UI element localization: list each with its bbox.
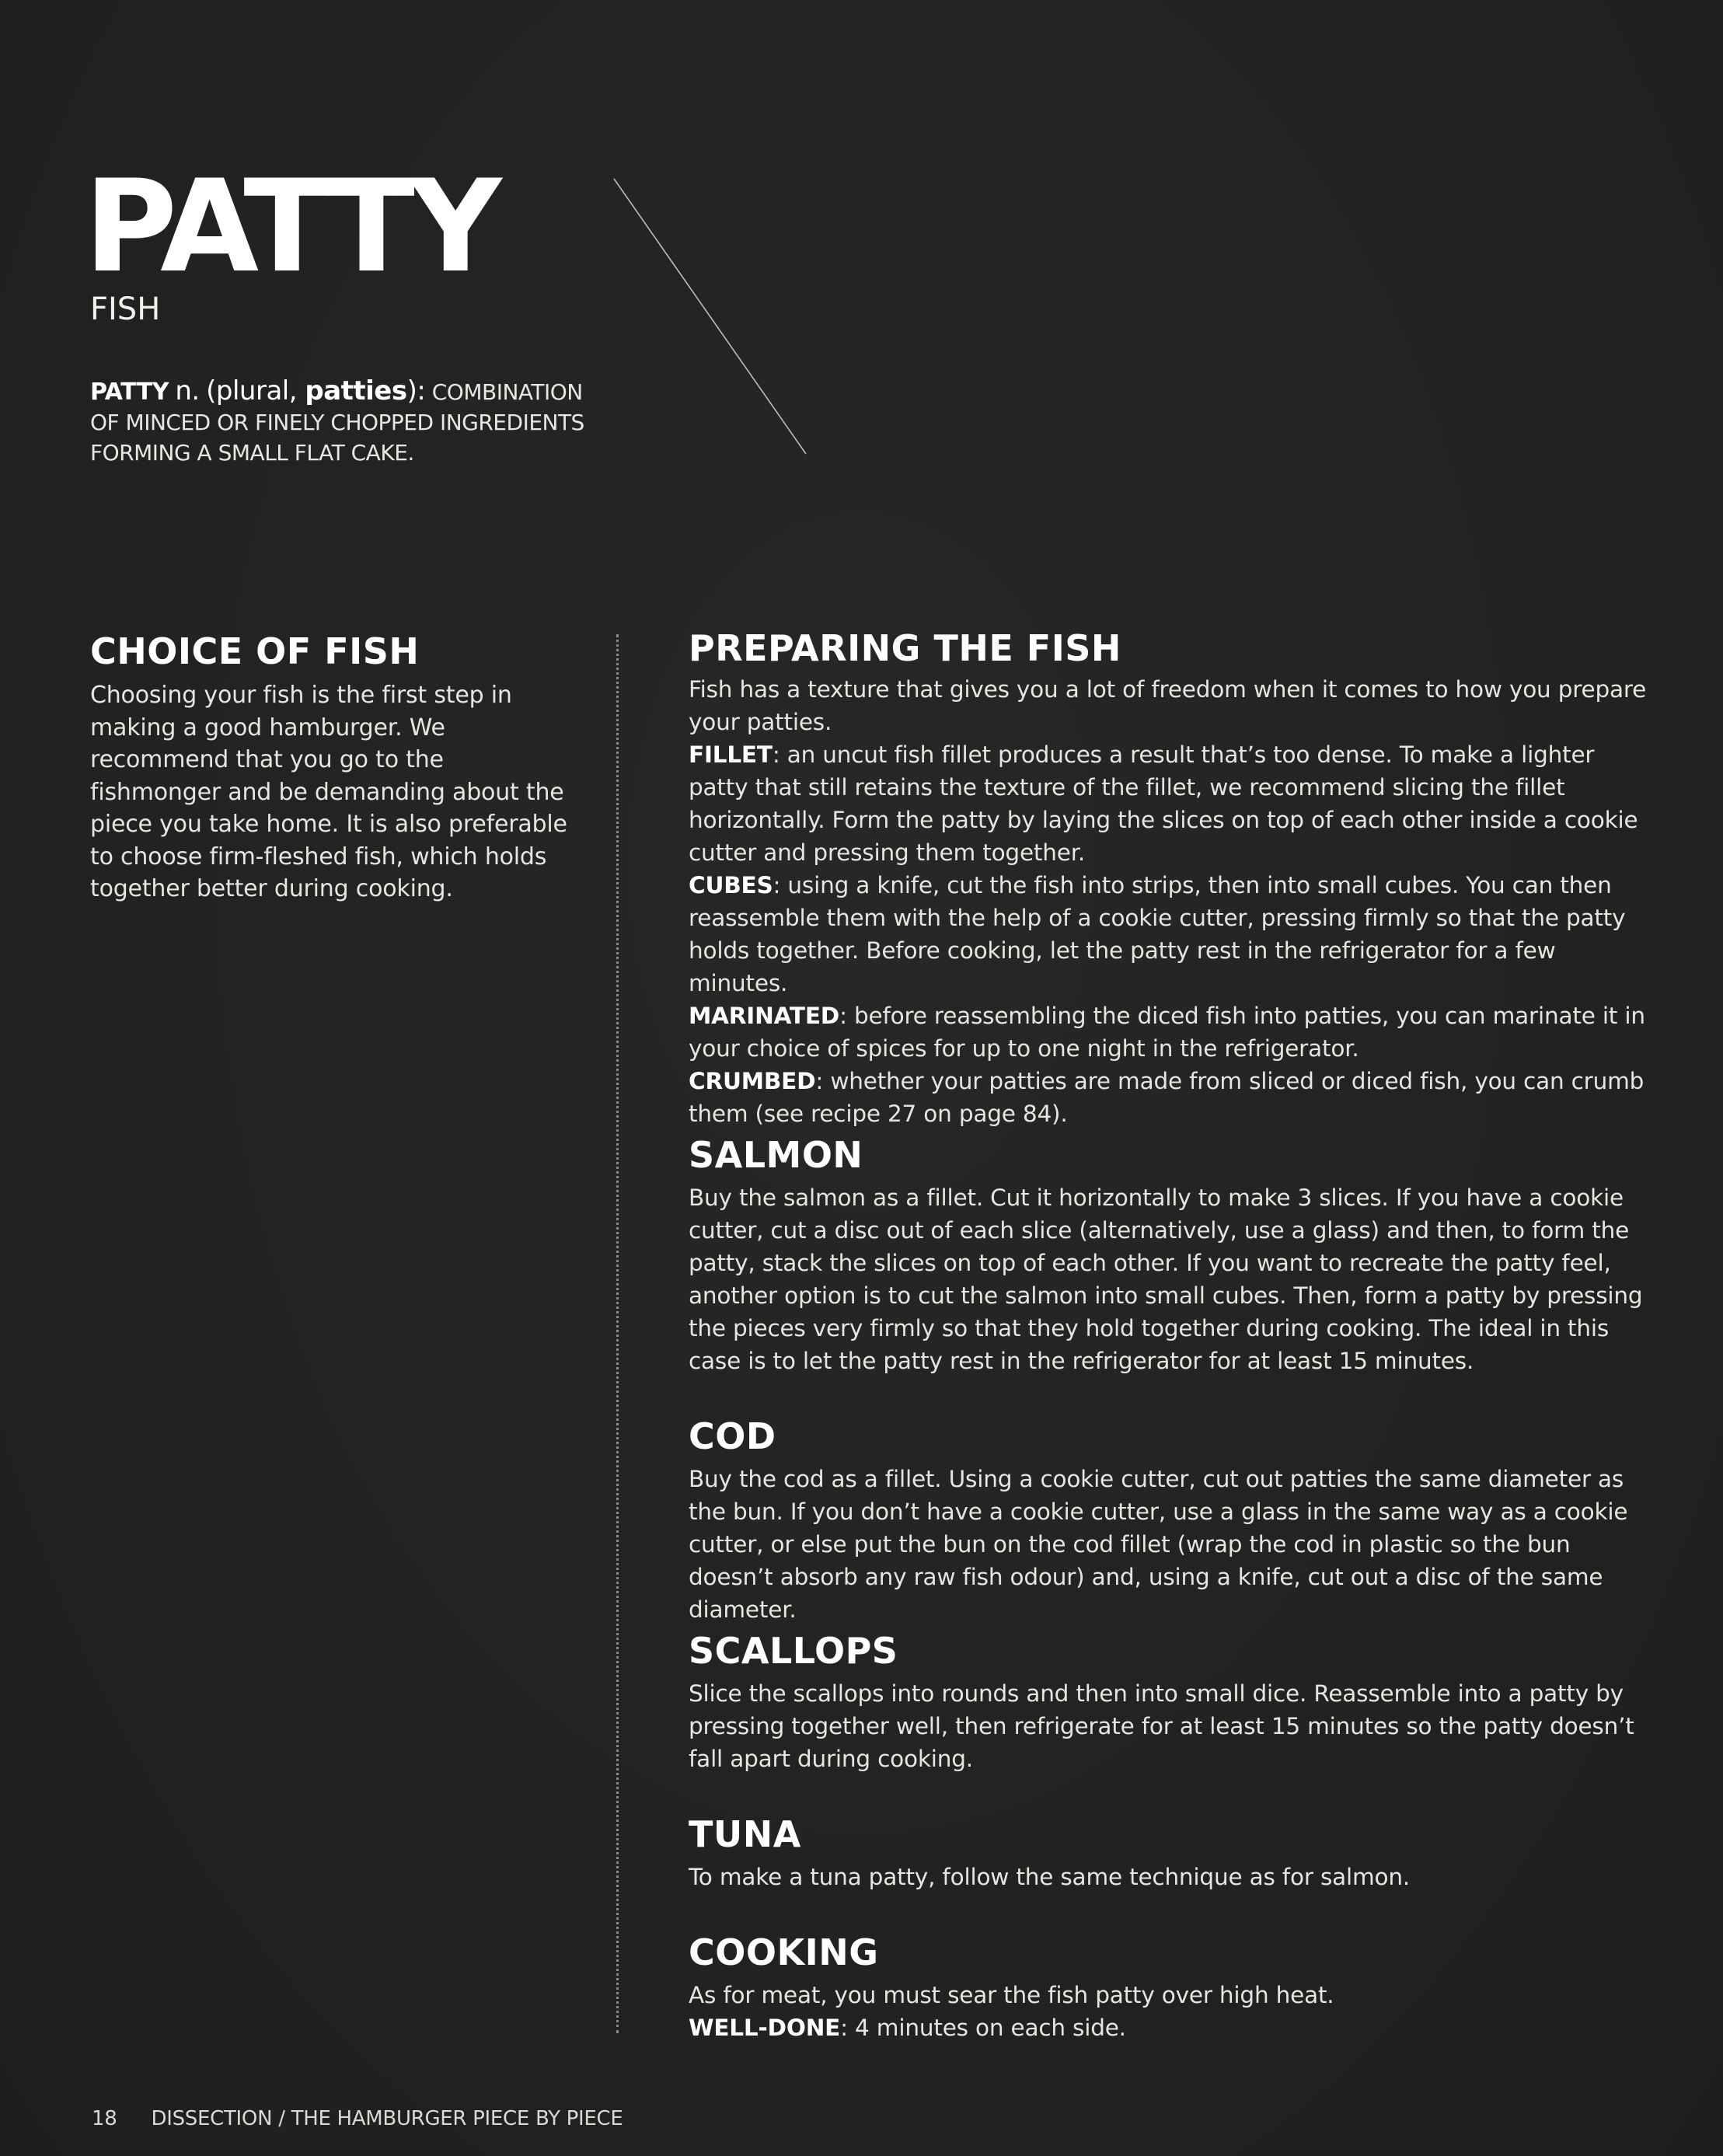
preparing-entry-fillet [689,738,1652,869]
section-scallops [689,1627,1652,1775]
cooking-entry-well-done [689,2011,1652,2044]
left-column [90,628,572,905]
cod-body: Buy the cod as a fillet. Using a cookie cutter, cut out patties the same diameter as the bun. If you don’t have a cookie cutter, use a glass in the same way as a cookie cutter, or else put the bun on the cod fillet (wrap the cod in plastic so the bun doesn’t absorb any raw fish odour) and, using a knife, cut out a disc of the same diameter. [689,1466,1628,1623]
section-cooking [689,1929,1652,2044]
entry-text: : 4 minutes on each side. [840,2015,1126,2041]
salmon-heading: SALMON [689,1134,863,1176]
cooking-body: As for meat, you must sear the fish patty over high heat. [689,1982,1334,2008]
entry-text: : before reassembling the diced fish into patties, you can marinate it in your choice of spices for up to one night in the refrigerator. [689,1003,1645,1062]
definition-plural-word: patties [305,375,407,406]
choice-of-fish-body: Choosing your fish is the first step in making a good hamburger. We recommend that you go to the fishmonger and be demanding about the piece you take home. It is also preferable to choose firm-fleshed fish, which holds together better during cooking. [90,682,567,902]
preparing-intro: Fish has a texture that gives you a lot of freedom when it comes to how you prepare your patties. [689,676,1647,735]
definition-text: COMBINATION OF MINCED OR FINELY CHOPPED INGREDIENTS FORMING A SMALL FLAT CAKE. [90,379,584,466]
scallops-body: Slice the scallops into rounds and then into small dice. Reassemble into a patty by pressing together well, then refrigerate for at least 15 minutes so the patty doesn’t fall apart during cooking. [689,1680,1634,1772]
entry-text: : an uncut fish fillet produces a result that’s too dense. To make a lighter patty that still retains the texture of the fillet, we recommend slicing the fillet horizontally. Form the patty by laying the slices on top of each other inside a cookie cutter and pressing them together. [689,741,1638,866]
page-footer [92,2106,623,2131]
preparing-heading: PREPARING THE FISH [689,627,1121,669]
entry-label: FILLET [689,741,773,768]
entry-label: CUBES [689,872,773,898]
preparing-entry-crumbed [689,1065,1652,1130]
entry-label: CRUMBED [689,1068,816,1094]
section-preparing-the-fish [689,625,1652,1130]
preparing-entry-cubes [689,869,1652,1000]
definition-plural-close: ): [406,375,426,406]
page-number: 18 [92,2107,117,2130]
entry-label: MARINATED [689,1003,840,1029]
salmon-body: Buy the salmon as a fillet. Cut it horizontally to make 3 slices. If you have a cookie cutter, cut a disc out of each slice (alternatively, use a glass) and then, to form the patty, stack the slices on top of each other. If you want to recreate the patty feel, another option is to cut the salmon into small cubes. Then, form a patty by pressing the pieces very firmly so that they hold together during cooking. The ideal in this case is to let the patty rest in the refrigerator for at least 15 minutes. [689,1184,1643,1374]
preparing-entry-marinated [689,1000,1652,1065]
section-tuna [689,1811,1652,1893]
entry-text: : whether your patties are made from sliced or diced fish, you can crumb them (see recipe 27 on page 84). [689,1068,1645,1127]
section-salmon [689,1132,1652,1377]
choice-of-fish-heading: CHOICE OF FISH [90,630,420,672]
page-title: PATTY [84,152,497,301]
definition-term: PATTY [90,379,169,406]
running-title: DISSECTION / THE HAMBURGER PIECE BY PIECE [151,2107,623,2130]
section-cod [689,1413,1652,1626]
cod-heading: COD [689,1415,776,1457]
cooking-heading: COOKING [689,1931,879,1973]
tuna-body: To make a tuna patty, follow the same technique as for salmon. [689,1864,1411,1890]
column-divider [616,634,619,2033]
entry-text: : using a knife, cut the fish into strips, then into small cubes. You can then reassemble them with the help of a cookie cutter, pressing firmly so that the patty holds together. Before cooking, let the patty rest in the refrigerator for a few minutes. [689,872,1626,996]
page-subtitle: FISH [90,291,161,327]
tuna-heading: TUNA [689,1813,801,1855]
definition-plural-open: (plural, [206,375,305,406]
definition-part-of-speech: n. [175,375,200,406]
scallops-heading: SCALLOPS [689,1630,898,1672]
entry-label: WELL-DONE [689,2015,841,2041]
